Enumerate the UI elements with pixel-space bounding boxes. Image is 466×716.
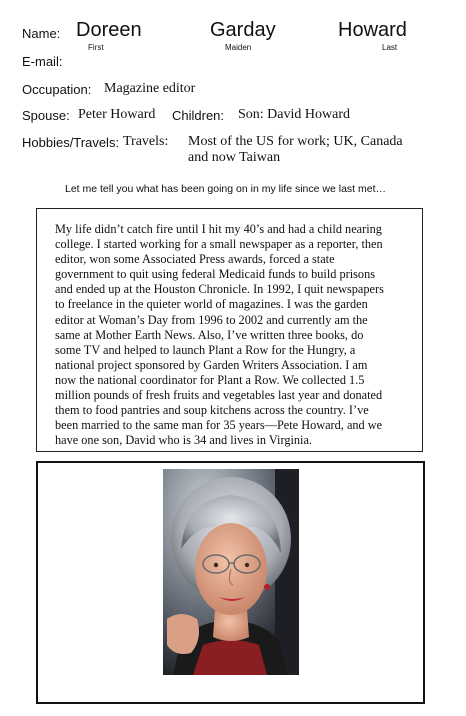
story-line: been married to the same man for 35 years—Pete Howard, and we: [55, 418, 383, 433]
story-line: editor at Woman’s Day from 1996 to 2002 and currently am the: [55, 312, 368, 327]
story-line: now the national coordinator for Plant a Row. We collected 1.5: [55, 372, 365, 387]
first-name: Doreen: [76, 19, 142, 41]
children-value: Son: David Howard: [238, 107, 350, 122]
children-label: Children:: [172, 108, 225, 123]
name-label: Name:: [22, 26, 61, 41]
occupation-label: Occupation:: [22, 82, 92, 97]
story-line: editor, won some Associated Press awards, forced a state: [55, 252, 335, 267]
occupation-value: Magazine editor: [104, 81, 196, 96]
first-caption: First: [88, 43, 104, 52]
maiden-caption: Maiden: [225, 43, 252, 52]
story-line: some TV and helped to launch Plant a Row for the Hungry, a: [55, 342, 356, 357]
spouse-value: Peter Howard: [78, 107, 156, 122]
story-line: same at Mother Earth News. Also, I’ve written three books, do: [55, 327, 364, 342]
intro-line: Let me tell you what has been going on in my life since we last met…: [65, 183, 386, 195]
story-text: [55, 222, 415, 448]
portrait-photo: [163, 469, 299, 675]
last-caption: Last: [382, 43, 398, 52]
email-label: E-mail:: [22, 54, 63, 69]
story-line: My life didn’t catch fire until I hit my 40’s and had a child nearing: [55, 222, 382, 236]
photo-frame: [36, 461, 425, 704]
story-line: to freelance in the quieter world of magazines. I was the garden: [55, 297, 368, 312]
hobbies-label: Hobbies/Travels:: [22, 135, 120, 150]
story-box: [36, 208, 423, 452]
story-line: million pounds of fresh fruits and vegetables last year and donated: [55, 388, 383, 403]
story-line: government to quit using federal Medicaid funds to build prisons: [55, 267, 376, 282]
hobbies-line-1: Most of the US for work; UK, Canada: [188, 134, 403, 149]
maiden-name: Garday: [210, 19, 276, 41]
story-line: college. I started working for a small newspaper as a reporter, then: [55, 237, 383, 252]
story-line: national project sponsored by Garden Writers Association. I am: [55, 357, 368, 372]
hobbies-line-2: and now Taiwan: [188, 150, 281, 165]
story-line: have one son, David who is 34 and lives in Virginia.: [55, 433, 313, 448]
story-line: and ended up at the Houston Chronicle. In 1992, I quit newspapers: [55, 282, 384, 297]
story-line: them to food pantries and soup kitchens across the country. I’ve: [55, 403, 369, 418]
hobbies-prefix: Travels:: [123, 134, 169, 149]
spouse-label: Spouse:: [22, 108, 70, 123]
last-name: Howard: [338, 19, 407, 41]
